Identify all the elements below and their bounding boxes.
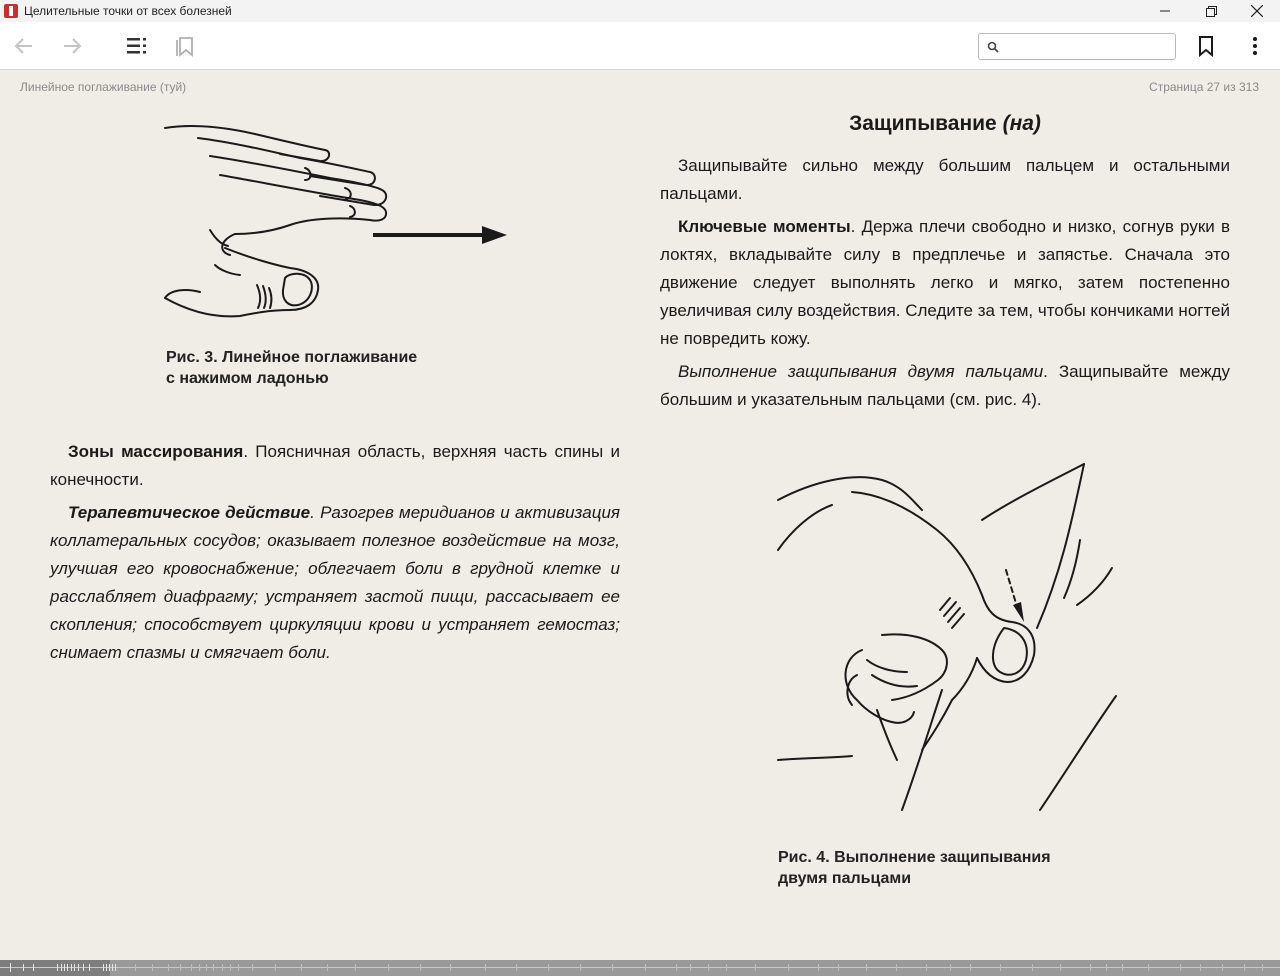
table-of-contents-button[interactable] <box>125 34 149 58</box>
minimize-icon <box>1160 6 1170 16</box>
left-page-text <box>50 438 620 672</box>
pinch-paragraph: Защипывайте сильно между большим пальцем и остальными пальцами. <box>660 156 1230 203</box>
two-finger-paragraph <box>660 358 1230 414</box>
chapter-title: Линейное поглаживание (туй) <box>20 80 187 94</box>
reading-progress-bar[interactable] <box>0 960 1280 976</box>
search-icon <box>987 41 999 53</box>
chapter-ticks <box>0 960 1280 976</box>
more-menu-button[interactable] <box>1243 34 1267 58</box>
key-points-label: Ключевые моменты <box>678 217 851 236</box>
page-indicator: Страница 27 из 313 <box>1149 80 1259 94</box>
table-of-contents-icon <box>125 35 149 57</box>
forward-button[interactable] <box>60 34 84 58</box>
app-book-icon <box>4 4 18 18</box>
restore-icon <box>1206 6 1217 17</box>
two-finger-text: . Защипывайте между большим и указательным пальцами (см. рис. 4). <box>660 362 1230 409</box>
zones-label: Зоны массирования <box>68 442 244 461</box>
figure-3-caption <box>166 347 506 389</box>
figure-4-caption-line2: двумя пальцами <box>778 870 912 887</box>
search-box[interactable] <box>978 33 1176 60</box>
minimize-button[interactable] <box>1142 0 1188 22</box>
two-finger-label: Выполнение защипывания двумя пальцами <box>678 362 1044 381</box>
figure-4-caption <box>778 847 1138 889</box>
search-input[interactable] <box>1003 37 1169 56</box>
more-vertical-icon <box>1244 35 1266 57</box>
section-heading-italic: (на) <box>1002 112 1041 135</box>
zones-paragraph <box>50 438 620 494</box>
title-bar <box>0 0 1280 22</box>
section-heading-main: Защипывание <box>849 112 1003 135</box>
section-heading <box>660 112 1230 136</box>
close-button[interactable] <box>1234 0 1280 22</box>
arrow-right-icon <box>61 35 83 57</box>
figure-4-two-finger-pinch-illustration <box>772 460 1124 816</box>
figure-3-caption-line2: с нажимом ладонью <box>166 370 329 387</box>
zones-text: . Поясничная область, верхняя часть спины и конечности. <box>50 442 620 489</box>
back-button[interactable] <box>12 34 36 58</box>
bookmarks-list-button[interactable] <box>173 34 197 58</box>
figure-3-palm-stroke-illustration <box>160 120 520 325</box>
effect-paragraph <box>50 499 620 667</box>
close-icon <box>1251 5 1263 17</box>
restore-button[interactable] <box>1188 0 1234 22</box>
effect-label: Терапевтическое действие <box>68 503 311 522</box>
figure-3-caption-line1: Рис. 3. Линейное поглаживание <box>166 349 418 366</box>
key-points-text: . Держа плечи свободно и низко, согнув руки в локтях, вкладывайте силу в предплечье и запястье. Сначала это движение следует выполнять легко и мягко, затем постепенно увеличивая силу воздействия. Следите за тем, чтобы кончиками ногтей не повредить кожу. <box>660 217 1231 348</box>
right-page-text <box>660 152 1230 419</box>
window-title: Целительные точки от всех болезней <box>24 4 232 18</box>
key-points-paragraph <box>660 213 1230 353</box>
bookmark-icon <box>1195 35 1217 57</box>
arrow-left-icon <box>13 35 35 57</box>
toolbar <box>0 22 1280 70</box>
effect-text: . Разогрев меридианов и активизация коллатеральных сосудов; оказывает полезное воздействие на мозг, улучшая его кровоснабжение; облегчает боли в грудной клетке и расслабляет диафрагму; устраняет застой пищи, рассасывает ее скопления; способствует циркуляции крови и устраняет гемостаз; снимает спазмы и смягчает боли. <box>50 503 620 662</box>
window-controls <box>1142 0 1280 22</box>
figure-4-caption-line1: Рис. 4. Выполнение защипывания <box>778 849 1051 866</box>
bookmarks-list-icon <box>174 35 196 57</box>
add-bookmark-button[interactable] <box>1194 34 1218 58</box>
